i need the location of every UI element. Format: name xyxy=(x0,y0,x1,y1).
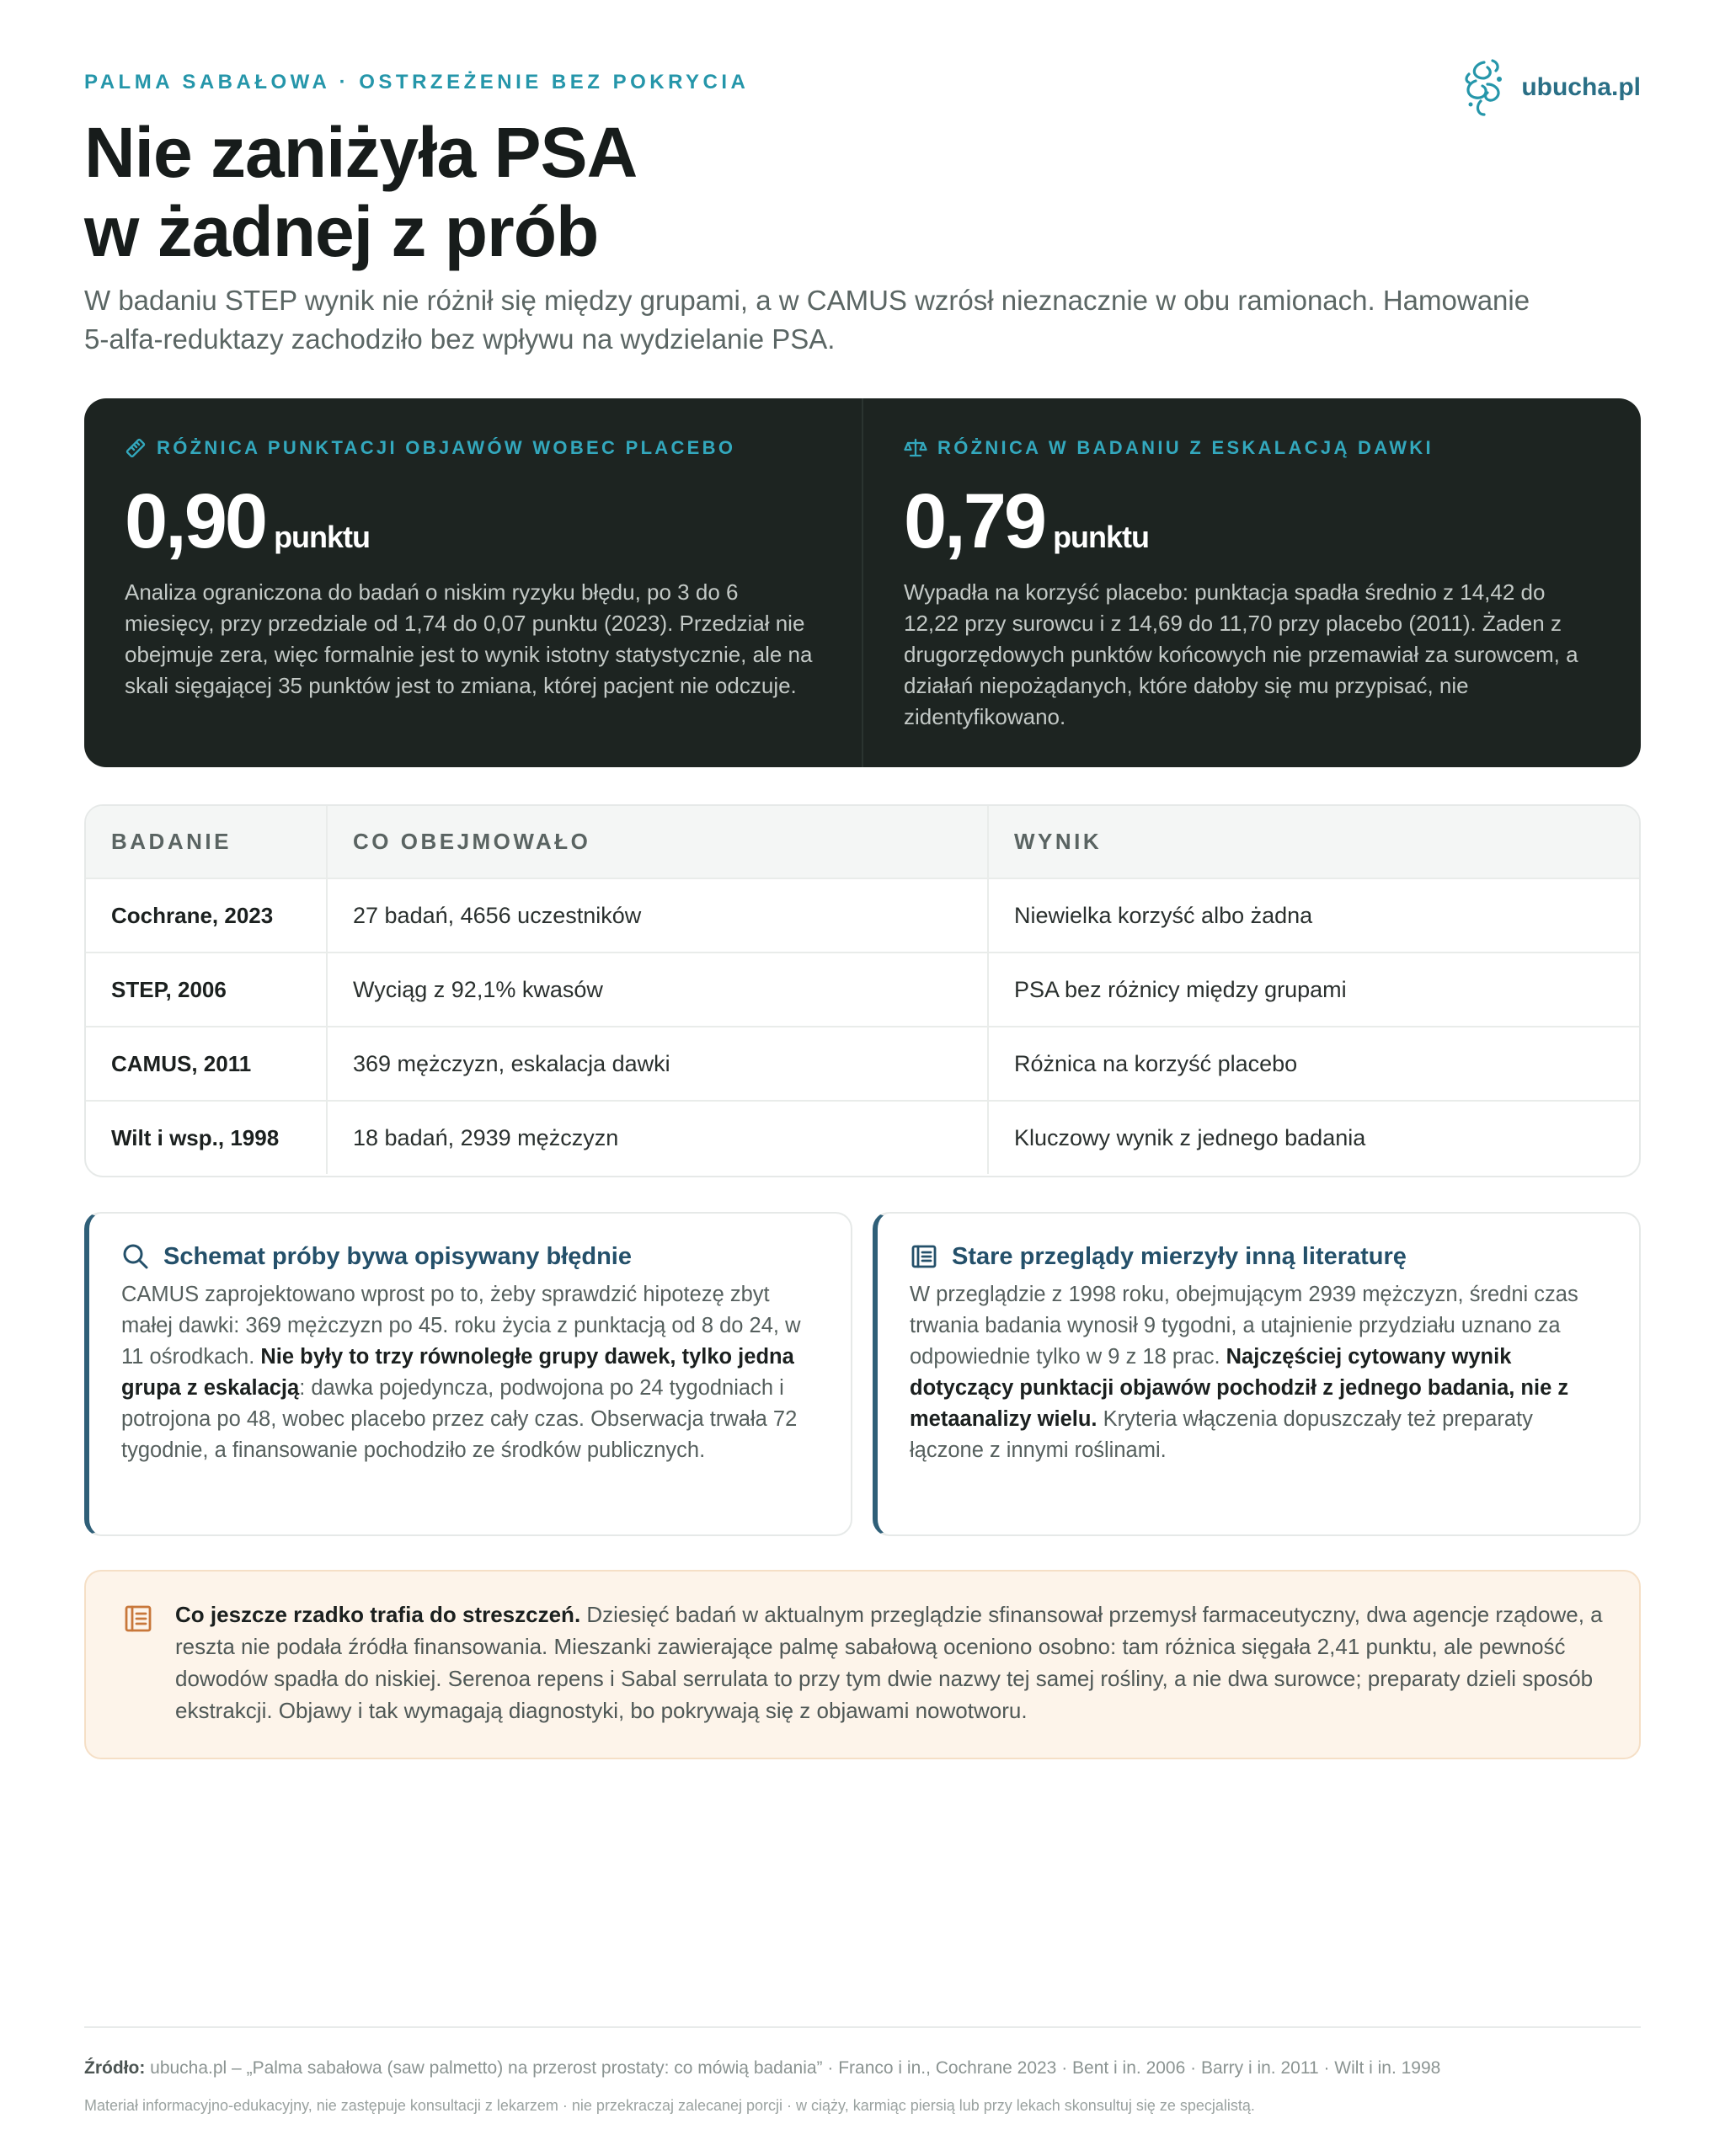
card-text: W przeglądzie z 1998 roku, obejmującym 2939 mężczyzn, średni czas trwania badania wynosił 9 tygodni, a utajnienie przydziału uznano za odpowiednie tylko w 9 z 18 prac. Najczęściej cytowany wynik dotyczący punktacji objawów pochodził z jednego badania, nie z metaanalizy wielu. Kryteria włączenia dopuszczały też preparaty łączone z innymi roślinami. xyxy=(910,1283,1578,1462)
note-icon xyxy=(123,1604,153,1634)
stat-description: Analiza ograniczona do badań o niskim ryzyku błędu, po 3 do 6 miesięcy, przy przedziale od 1,74 do 0,07 punktu (2023). Przedział nie obejmuje zera, więc formalnie jest to wynik istotny statystycznie, ale na skali sięgającej 35 punktów jest to zmiana, której pacjent nie odczuje. xyxy=(125,579,813,698)
page-title xyxy=(84,113,637,271)
column-header: CO OBEJMOWAŁO xyxy=(328,806,989,878)
table-row xyxy=(86,1100,1639,1174)
stat-unit: punktu xyxy=(274,520,371,554)
study-cell: Cochrane, 2023 xyxy=(86,879,328,952)
document-icon xyxy=(910,1242,938,1271)
stat-unit: punktu xyxy=(1053,520,1150,554)
card-highlight: Najczęściej cytowany wynik dotyczący punktacji objawów pochodził z jednego badania, nie z metaanalizy wielu. xyxy=(910,1345,1569,1431)
card-text: CAMUS zaprojektowano wprost po to, żeby sprawdzić hipotezę zbyt małej dawki: 369 mężczyzn po 45. roku życia z punktacją od 8 do 24, w 11 ośrodkach. Nie były to trzy równoległe grupy dawek, tylko jedna grupa z eskalacją: dawka pojedyncza, podwojona po 24 tygodniach i potrojona po 48, wobec placebo przez cały czas. Obserwacja trwała 72 tygodnie, a finansowanie pochodziło ze środków publicznych. xyxy=(121,1283,801,1462)
lead-paragraph: W badaniu STEP wynik nie różnił się między grupami, a w CAMUS wzrósł nieznacznie w obu ramionach. Hamowanie 5‑alfa‑reduktazy zachodziło bez wpływu na wydzielanie PSA. xyxy=(84,285,1530,355)
table-row xyxy=(86,1026,1639,1100)
stat-description: Wypadła na korzyść placebo: punktacja spadła średnio z 14,42 do 12,22 przy surowcu i z 14,69 do 11,70 przy placebo (2011). Żaden z drugorzędowych punktów końcowych nie przemawiał za surowcem, a działań niepożądanych, które dałoby się mu przypisać, nie zidentyfikowano. xyxy=(904,579,1578,729)
table-header-row xyxy=(86,806,1639,878)
table-row xyxy=(86,878,1639,952)
infographic-page xyxy=(84,0,1641,2156)
card-title: Stare przeglądy mierzyły inną literaturę xyxy=(952,1242,1407,1270)
card-title: Schemat próby bywa opisywany błędnie xyxy=(163,1242,632,1270)
column-header: BADANIE xyxy=(86,806,328,878)
study-cell: Wilt i wsp., 1998 xyxy=(86,1102,328,1174)
kicker: PALMA SABAŁOWA · OSTRZEŻENIE BEZ POKRYCIA xyxy=(84,71,750,93)
stat-label: RÓŻNICA PUNKTACJI OBJAWÓW WOBEC PLACEBO xyxy=(157,437,736,458)
note-lead: Co jeszcze rzadko trafia do streszczeń. xyxy=(175,1602,581,1627)
source-line xyxy=(84,2058,1440,2079)
info-card-trial-design xyxy=(84,1212,852,1536)
info-card-old-reviews xyxy=(873,1212,1641,1536)
logo[interactable] xyxy=(1459,56,1641,120)
scope-cell: 369 mężczyzn, eskalacja dawki xyxy=(328,1027,989,1100)
note-text: Co jeszcze rzadko trafia do streszczeń. Dziesięć badań w aktualnym przeglądzie sfinansował przemysł farmaceutyczny, dwa agencje rządowe, a reszta nie podała źródła finansowania. Mieszanki zawierające palmę sabałową oceniono osobno: tam różnica sięgała 2,41 punktu, ale pewność dowodów spadła do niskiej. Serenoa repens i Sabal serrulata to przy tym dwie nazwy tej samej rośliny, a nie dwa surowce; preparaty dzieli sposób ekstrakcji. Objawy i tak wymagają diagnostyki, bo pokrywają się z objawami nowotworu. xyxy=(175,1602,1603,1723)
scope-cell: Wyciąg z 92,1% kwasów xyxy=(328,953,989,1026)
footer-divider xyxy=(84,2026,1641,2028)
title-line-1: Nie zaniżyła PSA xyxy=(84,113,638,192)
column-header: WYNIK xyxy=(1014,829,1103,854)
study-cell: CAMUS, 2011 xyxy=(86,1027,328,1100)
source-text: ubucha.pl – „Palma sabałowa (saw palmetto) na przerost prostaty: co mówią badania” · Franco i in., Cochrane 2023 · Bent i in. 2006 · Barry i in. 2011 · Wilt i in. 1998 xyxy=(145,2058,1441,2078)
search-icon xyxy=(121,1242,150,1271)
scope-cell: 18 badań, 2939 mężczyzn xyxy=(328,1102,989,1174)
stat-symptom-score xyxy=(84,398,862,767)
card-highlight: Nie były to trzy równoległe grupy dawek, tylko jedna grupa z eskalacją xyxy=(121,1345,794,1400)
ruler-icon xyxy=(125,437,147,459)
result-cell: PSA bez różnicy między grupami xyxy=(1014,976,1347,1002)
source-label: Źródło: xyxy=(84,2058,146,2078)
scope-cell: 27 badań, 4656 uczestników xyxy=(328,879,989,952)
kombucha-logo-icon xyxy=(1459,56,1509,120)
table-row xyxy=(86,952,1639,1026)
logo-text: ubucha.pl xyxy=(1521,73,1641,101)
disclaimer: Materiał informacyjno‑edukacyjny, nie zastępuje konsultacji z lekarzem · nie przekraczaj zalecanej porcji · w ciąży, karmiąc piersią lub przy lekach skonsultuj się ze specjalistą. xyxy=(84,2097,1255,2114)
title-line-2: w żadnej z prób xyxy=(84,192,599,271)
scale-icon xyxy=(904,437,927,459)
stat-value: 0,79 xyxy=(904,478,1045,564)
stat-value: 0,90 xyxy=(125,478,266,564)
result-cell: Różnica na korzyść placebo xyxy=(1014,1050,1298,1076)
result-cell: Kluczowy wynik z jednego badania xyxy=(1014,1124,1366,1150)
note-box xyxy=(84,1570,1641,1759)
stat-label: RÓŻNICA W BADANIU Z ESKALACJĄ DAWKI xyxy=(937,437,1434,458)
result-cell: Niewielka korzyść albo żadna xyxy=(1014,902,1313,928)
stats-panel xyxy=(84,398,1641,767)
stat-dose-escalation xyxy=(862,398,1641,767)
study-cell: STEP, 2006 xyxy=(86,953,328,1026)
studies-table xyxy=(84,804,1641,1177)
